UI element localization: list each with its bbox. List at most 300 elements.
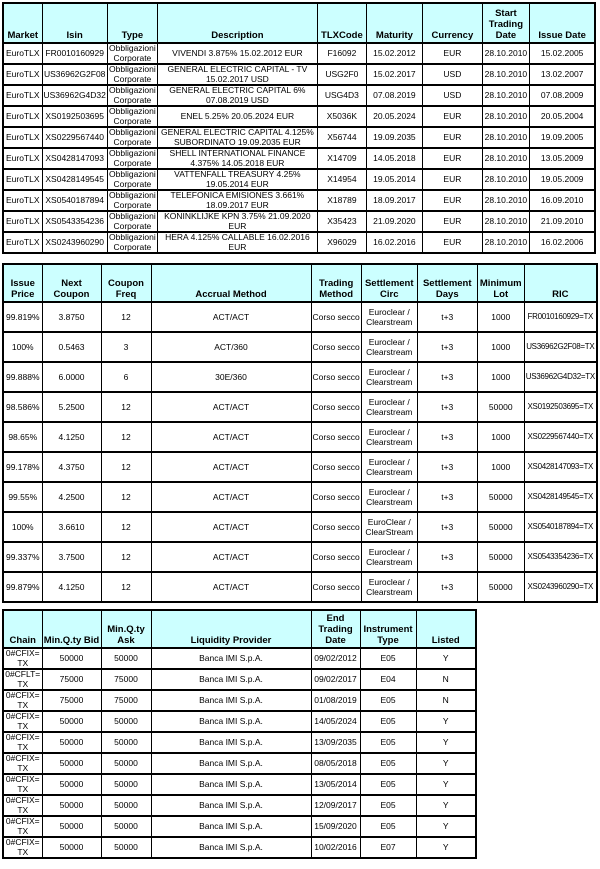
table-cell: Obbligazioni Corporate	[109, 64, 156, 84]
table-cell: 12/09/2017	[311, 795, 360, 816]
table-header	[3, 3, 595, 43]
table-cell: XS0192503695	[42, 106, 107, 127]
table-cell: EuroTLX	[3, 43, 42, 64]
table-cell: ACT/ACT	[151, 542, 311, 572]
table-cell: Corso secco	[311, 302, 361, 332]
table-cell: 19.09.2005	[529, 127, 595, 148]
table-cell: 50000	[101, 711, 151, 732]
table-row	[3, 837, 476, 858]
table-cell: Corso secco	[311, 542, 361, 572]
table-row	[3, 648, 476, 669]
table-cell: E05	[360, 690, 416, 711]
table-cell: USG4D3	[317, 85, 366, 106]
table-cell: 28.10.2010	[482, 148, 529, 169]
table-cell: Banca IMI S.p.A.	[151, 648, 311, 669]
table-cell: 50000	[477, 392, 524, 422]
table-cell: Y	[416, 837, 476, 858]
table-cell: Euroclear / Clearstream	[361, 452, 417, 482]
column-header: Instrument Type	[360, 610, 416, 648]
table-row	[3, 190, 595, 211]
column-header: Type	[107, 3, 157, 43]
table-cell: XS0229567440	[42, 127, 107, 148]
table-cell: EuroTLX	[3, 64, 42, 85]
table-row	[3, 169, 595, 190]
table-cell: Obbligazioni Corporate	[109, 232, 156, 252]
table-cell: 50000	[42, 774, 101, 795]
table-cell: Corso secco	[311, 332, 361, 362]
table-cell: 3.8750	[42, 302, 101, 332]
table-cell: XS0543354236=TX	[524, 542, 597, 572]
table-header	[3, 264, 597, 302]
table-cell: EuroTLX	[3, 148, 42, 169]
bond-listing-document	[0, 2, 600, 869]
table-cell: 0#CFIX=TX	[3, 648, 42, 669]
table-cell: t+3	[417, 422, 477, 452]
table-row	[3, 148, 595, 169]
table-cell: EUR	[422, 211, 482, 232]
table-cell: 50000	[42, 648, 101, 669]
table-cell: EUR	[422, 106, 482, 127]
table-cell: N	[416, 669, 476, 690]
table-cell: 99.819%	[3, 302, 42, 332]
table-cell: Y	[416, 711, 476, 732]
table-cell: Banca IMI S.p.A.	[151, 753, 311, 774]
table-cell: 28.10.2010	[482, 106, 529, 127]
table-cell: t+3	[417, 332, 477, 362]
table-cell: Euroclear / Clearstream	[361, 362, 417, 392]
table-cell: 19.05.2014	[366, 169, 422, 190]
table-cell: E05	[360, 753, 416, 774]
table-cell: Obbligazioni Corporate	[109, 106, 156, 126]
table-cell: USD	[422, 64, 482, 85]
table-cell: 98.65%	[3, 422, 42, 452]
table-cell: XS0540187894	[42, 190, 107, 211]
table-cell: X18789	[317, 190, 366, 211]
table-cell: EUR	[422, 127, 482, 148]
table-cell: Obbligazioni Corporate	[109, 211, 156, 231]
table-cell: X96029	[317, 232, 366, 253]
table-cell: 50000	[101, 732, 151, 753]
table-cell: 50000	[101, 774, 151, 795]
table-cell: Corso secco	[311, 422, 361, 452]
table-cell: 50000	[42, 795, 101, 816]
table-cell: E05	[360, 648, 416, 669]
table-cell: 50000	[42, 816, 101, 837]
table-cell: XS0229567440=TX	[524, 422, 597, 452]
table-row	[3, 711, 476, 732]
table-cell: 12	[101, 422, 151, 452]
table-cell: XS0428149545=TX	[524, 482, 597, 512]
table-cell: X14954	[317, 169, 366, 190]
table-cell: 4.3750	[42, 452, 101, 482]
table-cell: Corso secco	[311, 512, 361, 542]
table-cell: 99.55%	[3, 482, 42, 512]
table-cell: 50000	[101, 648, 151, 669]
table-cell: 28.10.2010	[482, 169, 529, 190]
table-cell: t+3	[417, 572, 477, 602]
table-cell: 50000	[101, 816, 151, 837]
table-cell: 16.09.2010	[529, 190, 595, 211]
table-cell: 20.05.2024	[366, 106, 422, 127]
table-cell: 09/02/2017	[311, 669, 360, 690]
table-cell: 28.10.2010	[482, 127, 529, 148]
table-row	[3, 512, 597, 542]
table-cell: Obbligazioni Corporate	[109, 148, 156, 168]
table-cell: 16.02.2006	[529, 232, 595, 253]
table-cell: Obbligazioni Corporate	[109, 190, 156, 210]
table-cell: 28.10.2010	[482, 85, 529, 106]
table-cell: 99.888%	[3, 362, 42, 392]
column-header: Isin	[42, 3, 107, 43]
table-cell: 5.2500	[42, 392, 101, 422]
table-cell: KONINKLIJKE KPN 3.75% 21.09.2020 EUR	[157, 211, 317, 232]
table-cell: 50000	[42, 711, 101, 732]
table-cell: 100%	[3, 332, 42, 362]
table-cell: ACT/ACT	[151, 452, 311, 482]
table-cell: 13.05.2009	[529, 148, 595, 169]
table-cell: E05	[360, 732, 416, 753]
table-cell: 0#CFIX=TX	[3, 690, 42, 711]
table-cell: 1000	[477, 302, 524, 332]
table-cell: 50000	[477, 542, 524, 572]
table-cell: X56744	[317, 127, 366, 148]
table-cell: 15/09/2020	[311, 816, 360, 837]
table-cell: 20.05.2004	[529, 106, 595, 127]
column-header: TLXCode	[317, 3, 366, 43]
table-cell: Banca IMI S.p.A.	[151, 711, 311, 732]
table-cell: XS0428149545	[42, 169, 107, 190]
table-cell: N	[416, 690, 476, 711]
table-cell: HERA 4.125% CALLABLE 16.02.2016 EUR	[157, 232, 317, 253]
table-cell: XS0540187894=TX	[524, 512, 597, 542]
table-cell: Euroclear / Clearstream	[361, 392, 417, 422]
table-cell: t+3	[417, 542, 477, 572]
table-cell: 19.09.2035	[366, 127, 422, 148]
table-cell: 01/08/2019	[311, 690, 360, 711]
table-cell: 12	[101, 392, 151, 422]
column-header: Description	[157, 3, 317, 43]
table-cell: EuroTLX	[3, 232, 42, 253]
table-cell: 50000	[101, 795, 151, 816]
header-row	[3, 610, 476, 648]
table-cell: 75000	[101, 669, 151, 690]
table-row	[3, 690, 476, 711]
table-cell: EUR	[422, 169, 482, 190]
table-cell: EuroTLX	[3, 85, 42, 106]
table-cell: 3.6610	[42, 512, 101, 542]
column-header: Coupon Freq	[101, 264, 151, 302]
table-row	[3, 211, 595, 232]
column-header: Listed	[416, 610, 476, 648]
table-cell: FR0010160929=TX	[524, 302, 597, 332]
table-cell: 12	[101, 452, 151, 482]
table-cell: E05	[360, 711, 416, 732]
table-row	[3, 572, 597, 602]
table-cell: Banca IMI S.p.A.	[151, 774, 311, 795]
table-cell: 50000	[101, 753, 151, 774]
table-cell: Y	[416, 648, 476, 669]
table-cell: 28.10.2010	[482, 232, 529, 253]
table-cell: 99.337%	[3, 542, 42, 572]
table-cell: EUR	[422, 190, 482, 211]
table-cell: 0#CFIX=TX	[3, 753, 42, 774]
table-cell: US36962G4D32	[42, 85, 107, 106]
table-cell: Obbligazioni Corporate	[109, 169, 156, 189]
table-cell: 4.1250	[42, 572, 101, 602]
table-cell: 16.02.2016	[366, 232, 422, 253]
table-cell: Euroclear / Clearstream	[361, 482, 417, 512]
table-cell: 3.7500	[42, 542, 101, 572]
table-cell: EuroClear / ClearStream	[361, 512, 417, 542]
table-row	[3, 422, 597, 452]
table-cell: EuroTLX	[3, 127, 42, 148]
table-row	[3, 452, 597, 482]
table-cell: 21.09.2020	[366, 211, 422, 232]
column-header: Maturity	[366, 3, 422, 43]
table-cell: 4.1250	[42, 422, 101, 452]
table-cell: 50000	[477, 512, 524, 542]
table-cell: 07.08.2019	[366, 85, 422, 106]
table-cell: 12	[101, 482, 151, 512]
table-cell: 6	[101, 362, 151, 392]
table-cell: USG2F0	[317, 64, 366, 85]
table-cell: Corso secco	[311, 392, 361, 422]
table-cell: Euroclear / Clearstream	[361, 422, 417, 452]
instrument-identification-table	[2, 2, 596, 254]
table-cell: EUR	[422, 43, 482, 64]
column-header: Trading Method	[311, 264, 361, 302]
table-cell: Corso secco	[311, 452, 361, 482]
table-row	[3, 482, 597, 512]
table-cell: Banca IMI S.p.A.	[151, 690, 311, 711]
header-row	[3, 264, 597, 302]
table-cell: EuroTLX	[3, 169, 42, 190]
table-cell: ACT/ACT	[151, 392, 311, 422]
table-cell: GENERAL ELECTRIC CAPITAL 4.125% SUBORDINATO 19.09.2035 EUR	[157, 127, 317, 148]
table-cell: 15.02.2017	[366, 64, 422, 85]
table-cell: EUR	[422, 232, 482, 253]
table-cell: E05	[360, 816, 416, 837]
table-cell: Banca IMI S.p.A.	[151, 795, 311, 816]
table-cell: t+3	[417, 452, 477, 482]
table-cell: 3	[101, 332, 151, 362]
table-cell: X14709	[317, 148, 366, 169]
table-cell: 99.178%	[3, 452, 42, 482]
table-cell: t+3	[417, 482, 477, 512]
table-cell: XS0543354236	[42, 211, 107, 232]
table-row	[3, 106, 595, 127]
table-cell: 0#CFIX=TX	[3, 774, 42, 795]
table-cell: 1000	[477, 422, 524, 452]
table-cell: ACT/ACT	[151, 482, 311, 512]
table-row	[3, 753, 476, 774]
column-header: Currency	[422, 3, 482, 43]
liquidity-listing-table	[2, 609, 477, 859]
table-cell: 50000	[101, 837, 151, 858]
table-cell: 28.10.2010	[482, 211, 529, 232]
table-cell: 0.5463	[42, 332, 101, 362]
table-cell: 18.09.2017	[366, 190, 422, 211]
table-cell: 0#CFIX=TX	[3, 816, 42, 837]
table-cell: 13.02.2007	[529, 64, 595, 85]
header-row	[3, 3, 595, 43]
table-cell: 30E/360	[151, 362, 311, 392]
table-cell: XS0428147093	[42, 148, 107, 169]
table-cell: Euroclear / Clearstream	[361, 542, 417, 572]
table-cell: Banca IMI S.p.A.	[151, 732, 311, 753]
table-cell: Corso secco	[311, 362, 361, 392]
column-header: Minimum Lot	[477, 264, 524, 302]
table-cell: Euroclear / Clearstream	[361, 332, 417, 362]
table-cell: E05	[360, 795, 416, 816]
table-row	[3, 774, 476, 795]
table-row	[3, 732, 476, 753]
table-cell: Banca IMI S.p.A.	[151, 669, 311, 690]
table-cell: X5036K	[317, 106, 366, 127]
table-cell: 1000	[477, 452, 524, 482]
table-cell: 4.2500	[42, 482, 101, 512]
table-cell: EUR	[422, 148, 482, 169]
table-row	[3, 43, 595, 64]
column-header: End Trading Date	[311, 610, 360, 648]
table-cell: Obbligazioni Corporate	[109, 43, 156, 63]
table-cell: ACT/ACT	[151, 302, 311, 332]
table-cell: 14.05.2018	[366, 148, 422, 169]
table-cell: 28.10.2010	[482, 64, 529, 85]
table-cell: VIVENDI 3.875% 15.02.2012 EUR	[157, 43, 317, 64]
table-cell: t+3	[417, 362, 477, 392]
table-cell: t+3	[417, 302, 477, 332]
table-cell: XS0243960290=TX	[524, 572, 597, 602]
table-cell: 12	[101, 572, 151, 602]
table-row	[3, 816, 476, 837]
table-cell: Y	[416, 753, 476, 774]
table-row	[3, 795, 476, 816]
table-cell: Corso secco	[311, 482, 361, 512]
table-cell: 12	[101, 302, 151, 332]
table-row	[3, 232, 595, 253]
table-cell: 50000	[477, 482, 524, 512]
table-cell: 50000	[42, 753, 101, 774]
table-cell: 99.879%	[3, 572, 42, 602]
table-cell: Banca IMI S.p.A.	[151, 837, 311, 858]
table-cell: US36962G4D32=TX	[524, 362, 597, 392]
table-cell: 08/05/2018	[311, 753, 360, 774]
column-header: Liquidity Provider	[151, 610, 311, 648]
table-cell: 14/05/2024	[311, 711, 360, 732]
table-cell: US36962G2F08	[42, 64, 107, 85]
table-cell: Y	[416, 732, 476, 753]
column-header: Settlement Circ	[361, 264, 417, 302]
table-cell: ACT/ACT	[151, 512, 311, 542]
table-cell: 0#CFIX=TX	[3, 795, 42, 816]
table-cell: 75000	[101, 690, 151, 711]
table-cell: 13/09/2035	[311, 732, 360, 753]
table-row	[3, 669, 476, 690]
table-cell: ACT/360	[151, 332, 311, 362]
table-cell: X35423	[317, 211, 366, 232]
table-cell: Corso secco	[311, 572, 361, 602]
table-cell: 28.10.2010	[482, 43, 529, 64]
table-row	[3, 64, 595, 85]
table-cell: EuroTLX	[3, 190, 42, 211]
column-header: Settlement Days	[417, 264, 477, 302]
table-cell: 100%	[3, 512, 42, 542]
table-cell: 09/02/2012	[311, 648, 360, 669]
table-cell: 1000	[477, 332, 524, 362]
table-cell: 0#CFLT=TX	[3, 669, 42, 690]
table-cell: t+3	[417, 512, 477, 542]
table-cell: 0#CFIX=TX	[3, 711, 42, 732]
table-row	[3, 362, 597, 392]
table-row	[3, 542, 597, 572]
column-header: Chain	[3, 610, 42, 648]
table-cell: 0#CFIX=TX	[3, 837, 42, 858]
table-cell: 19.05.2009	[529, 169, 595, 190]
column-header: Next Coupon	[42, 264, 101, 302]
table-cell: 6.0000	[42, 362, 101, 392]
table-cell: EuroTLX	[3, 211, 42, 232]
table-header	[3, 610, 476, 648]
table-cell: E07	[360, 837, 416, 858]
table-cell: 1000	[477, 362, 524, 392]
table-cell: USD	[422, 85, 482, 106]
table-cell: Y	[416, 816, 476, 837]
table-cell: TELEFONICA EMISIONES 3.661% 18.09.2017 EUR	[157, 190, 317, 211]
column-header: Min.Q.ty Ask	[101, 610, 151, 648]
table-cell: Obbligazioni Corporate	[109, 127, 156, 147]
table-cell: XS0192503695=TX	[524, 392, 597, 422]
table-cell: US36962G2F08=TX	[524, 332, 597, 362]
table-cell: ACT/ACT	[151, 572, 311, 602]
table-cell: XS0428147093=TX	[524, 452, 597, 482]
table-cell: Euroclear / Clearstream	[361, 302, 417, 332]
table-cell: SHELL INTERNATIONAL FINANCE 4.375% 14.05.2018 EUR	[157, 148, 317, 169]
table-cell: ACT/ACT	[151, 422, 311, 452]
column-header: Issue Date	[529, 3, 595, 43]
table-cell: Euroclear / Clearstream	[361, 572, 417, 602]
table-cell: 75000	[42, 690, 101, 711]
table-row	[3, 127, 595, 148]
table-cell: 75000	[42, 669, 101, 690]
table-cell: Banca IMI S.p.A.	[151, 816, 311, 837]
table-cell: 10/02/2016	[311, 837, 360, 858]
table-cell: 50000	[477, 572, 524, 602]
table-cell: 12	[101, 542, 151, 572]
table-cell: 21.09.2010	[529, 211, 595, 232]
table-cell: EuroTLX	[3, 106, 42, 127]
column-header: Market	[3, 3, 42, 43]
table-cell: 50000	[42, 837, 101, 858]
table-cell: ENEL 5.25% 20.05.2024 EUR	[157, 106, 317, 127]
table-cell: 13/05/2014	[311, 774, 360, 795]
table-cell: E05	[360, 774, 416, 795]
table-cell: 98.586%	[3, 392, 42, 422]
table-row	[3, 392, 597, 422]
trading-settlement-table	[2, 263, 598, 603]
table-cell: Y	[416, 774, 476, 795]
table-cell: GENERAL ELECTRIC CAPITAL 6% 07.08.2019 USD	[157, 85, 317, 106]
table-cell: F16092	[317, 43, 366, 64]
table-cell: 0#CFIX=TX	[3, 732, 42, 753]
table-cell: 50000	[42, 732, 101, 753]
table-cell: XS0243960290	[42, 232, 107, 253]
column-header: RIC	[524, 264, 597, 302]
table-cell: FR0010160929	[42, 43, 107, 64]
table-cell: 28.10.2010	[482, 190, 529, 211]
column-header: Start Trading Date	[482, 3, 529, 43]
table-row	[3, 332, 597, 362]
